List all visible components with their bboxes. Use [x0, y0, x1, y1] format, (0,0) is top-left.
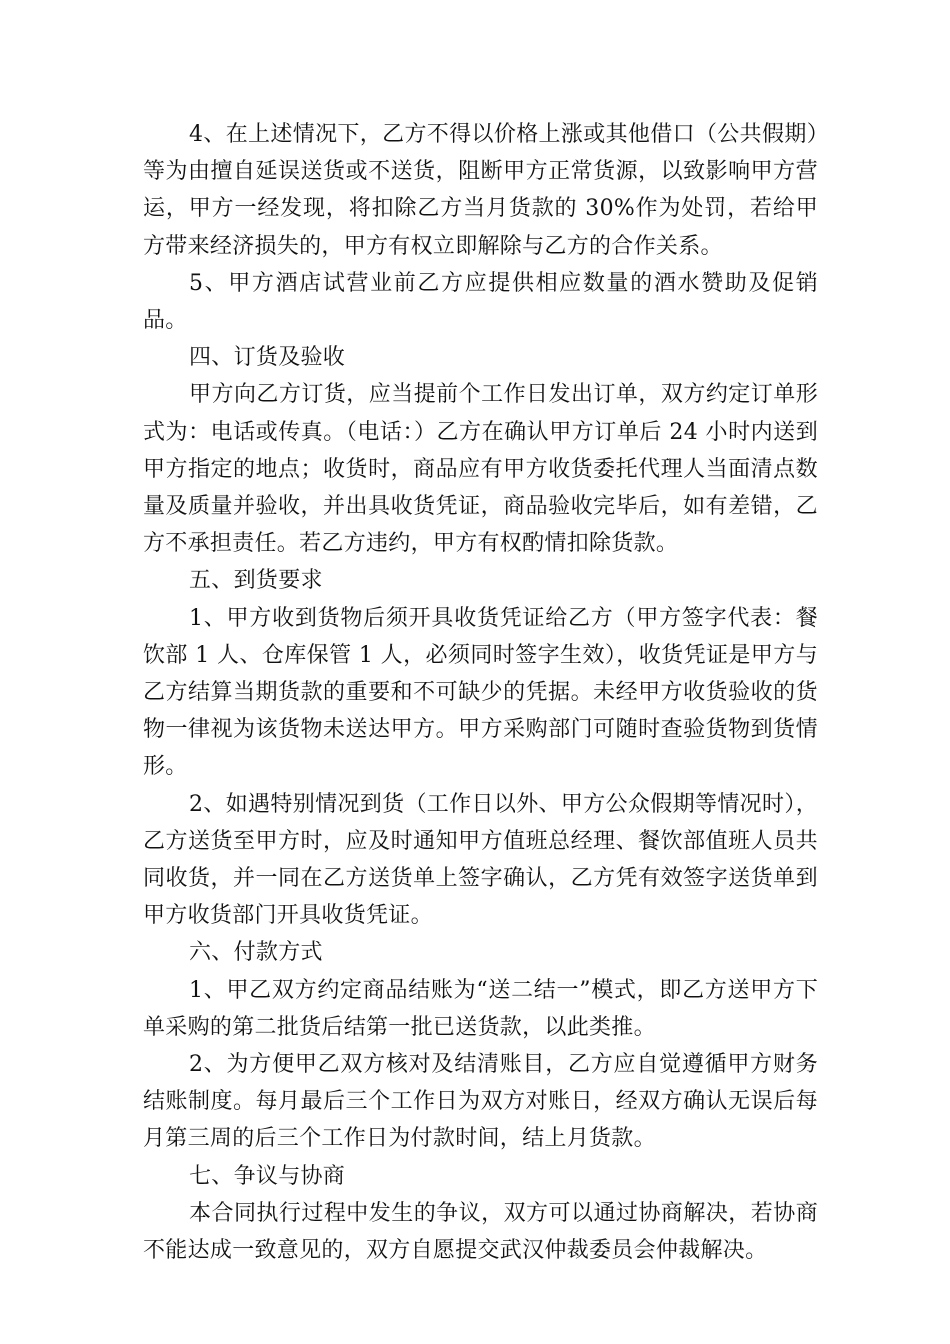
document-page [143, 116, 818, 1269]
section-heading-payment: 六、付款方式 [189, 940, 323, 966]
clause-4-paragraph: 4、在上述情况下，乙方不得以价格上涨或其他借口（公共假期）等为由擅自延误送货或不送货，阻断甲方正常货源，以致影响甲方营运，甲方一经发现，将扣除乙方当月货款的 30%作为处罚，若给甲方带来经济损失的，甲方有权立即解除与乙方的合作关系。 [143, 122, 818, 259]
clause-5-paragraph: 5、甲方酒店试营业前乙方应提供相应数量的酒水赞助及促销品。 [143, 270, 818, 334]
payment-clause-1-paragraph: 1、甲乙双方约定商品结账为“送二结一”模式，即乙方送甲方下单采购的第二批货后结第一批已送货款，以此类推。 [143, 977, 818, 1040]
dispute-paragraph: 本合同执行过程中发生的争议，双方可以通过协商解决，若协商不能达成一致意见的，双方自愿提交武汉仲裁委员会仲裁解决。 [143, 1200, 818, 1264]
ordering-paragraph: 甲方向乙方订货，应当提前个工作日发出订单，双方约定订单形式为：电话或传真。（电话：）乙方在确认甲方订单后 24 小时内送到甲方指定的地点；收货时，商品应有甲方收货委托代理人当面清点数量及质量并验收，并出具收货凭证，商品验收完毕后，如有差错，乙方不承担责任。若乙方违约，甲方有权酌情扣除货款。 [143, 382, 818, 557]
section-heading-ordering: 四、订货及验收 [189, 345, 346, 371]
delivery-clause-2-paragraph: 2、如遇特别情况到货（工作日以外、甲方公众假期等情况时），乙方送货至甲方时，应及时通知甲方值班总经理、餐饮部值班人员共同收货，并一同在乙方送货单上签字确认，乙方凭有效签字送货单到甲方收货部门开具收货凭证。 [143, 791, 818, 929]
section-heading-dispute: 七、争议与协商 [189, 1163, 346, 1189]
section-heading-delivery: 五、到货要求 [189, 568, 323, 594]
payment-clause-2-paragraph: 2、为方便甲乙双方核对及结清账目，乙方应自觉遵循甲方财务结账制度。每月最后三个工作日为双方对账日，经双方确认无误后每月第三周的后三个工作日为付款时间，结上月货款。 [143, 1052, 818, 1152]
delivery-clause-1-paragraph: 1、甲方收到货物后须开具收货凭证给乙方（甲方签字代表：餐饮部 1 人、仓库保管 1 人，必须同时签字生效），收货凭证是甲方与乙方结算当期货款的重要和不可缺少的凭据。未经甲方收货验收的货物一律视为该货物未送达甲方。甲方采购部门可随时查验货物到货情形。 [143, 605, 818, 780]
